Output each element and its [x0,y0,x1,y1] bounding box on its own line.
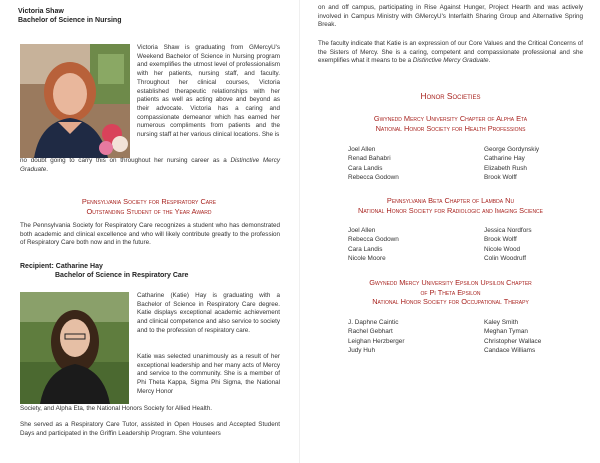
continuation-2: The faculty indicate that Katie is an expression of our Core Values and the Critical Concerns of the Sisters of Mercy. She is a caring, competent and compassionate professional and she exemplifies what it means to be a Distinctive Mercy Graduate. [318,40,583,65]
list-item: Catharine Hay [484,155,525,163]
list-item: Jessica Nordfors [484,227,532,234]
shaw-bio-em: Distinctive Mercy Graduate [20,157,281,173]
list-item: Joel Allen [348,227,376,234]
list-item: Rebecca Godown [348,173,399,181]
list-item: J. Daphne Caintic [348,319,399,326]
hay-bio-1: Catharine (Katie) Hay is graduating with a Bachelor of Science in Respiratory Care degree. Katie displays exceptional academic achievement and clinical competence and also service to society and to the profession of respiratory care. [137,292,280,334]
list-item: Nicole Moore [348,254,386,262]
society-1-list-left [348,145,399,182]
list-item: Elizabeth Rush [484,164,527,172]
list-item: Renad Bahabri [348,155,391,163]
list-item: Cara Landis [348,164,383,172]
continuation-2-text: The faculty indicate that Katie is an expression of our Core Values and the Critical Concerns of the Sisters of Mercy. She is a caring, competent and compassionate professional and she exemplifies what it means to be a [318,40,583,65]
list-item: Cara Landis [348,245,383,253]
shaw-bio-wrap: Victoria Shaw is graduating from GMercyU's Weekend Bachelor of Science in Nursing program and exemplifies the utmost level of professionalism with her patients, nursing staff, and faculty. Throughout her clinical courses, Victoria established therapeutic relationships with her patients as well as acting above and beyond as their advocate. Victoria has a caring and compassionate demeanor which has earned her numerous compliments from patients and the nursing staff at her various clinical locations. She is [137,44,280,139]
shaw-bio-full-text: no doubt going to carry this on throughout her nursing career as a [20,157,227,164]
recipient-label: Recipient: Catharine Hay [20,263,103,270]
award-description: The Pennsylvania Society for Respiratory Care recognizes a student who has demonstrated both academic and clinical excellence and who will likely contribute greatly to the profession of Respiratory Care both now and in the future. [20,222,280,247]
list-item: Rebecca Godown [348,236,399,244]
honor-societies-heading: Honor Societies [420,91,481,101]
society-2-list-right [484,226,532,263]
list-item: Brook Wolff [484,173,517,181]
shaw-photo [20,44,130,158]
list-item: George Gordynskiy [484,146,540,153]
shaw-degree: Bachelor of Science in Nursing [18,17,122,24]
list-item: Nicole Wood [484,245,521,253]
list-item: Kaley Smith [484,319,519,326]
continuation-2-em: Distinctive Mercy Graduate [412,57,489,65]
list-item: Colin Woodruff [484,254,527,262]
society-1-list-right [484,145,539,182]
society-3-title-line2: of Pi Theta Epsilon [420,287,481,297]
award-title-line2: Outstanding Student of the Year Award [86,206,212,216]
page-gutter [299,0,300,463]
shaw-bio-full: no doubt going to carry this on throughout her nursing career as a Distinctive Mercy Graduate. [20,157,281,173]
list-item: Christopher Wallace [484,337,542,345]
society-2-title-line2: National Honor Society for Radiologic and Imaging Science [358,205,543,215]
list-item: Joel Allen [348,146,376,153]
hay-bio-2: Katie was selected unanimously as a result of her exceptional leadership and her many acts of Mercy and service to the community. She is a member of Phi Theta Kappa, Sigma Phi Sigma, the National Mercy Honor [137,353,280,395]
list-item: Candace Williams [484,346,536,354]
list-item: Rachel Gebhart [348,328,393,336]
list-item: Meghan Tyman [484,328,528,336]
society-3-title-line3: National Honor Society for Occupational Therapy [372,297,529,306]
society-3-title-line1: Gwynedd Mercy University Epsilon Upsilon Chapter [369,278,532,287]
society-3-list-right [484,318,541,355]
society-1-title [318,114,583,133]
hay-bio-3: She served as a Respiratory Care Tutor, assisted in Open Houses and Accepted Student Days and participated in the Griffin Leadership Program. She volunteers [20,421,280,437]
continuation-1: on and off campus, participating in Rise Against Hunger, Project Hearth and was actively involved in Campus Ministry with GMercyU's Interfaith Sharing Group and Alternative Spring Break. [318,4,583,29]
award-title-line1: Pennsylvania Society for Respiratory Care [81,197,217,206]
list-item: Judy Huh [348,346,375,354]
award-title [18,197,280,216]
list-item: Brook Wolff [484,236,517,244]
society-3-list-left [348,318,405,355]
society-2-title [318,196,583,215]
society-1-title-line1: Gwynedd Mercy University Chapter of Alpha Eta [373,114,528,123]
society-3-title [318,278,583,307]
recipient-degree: Bachelor of Science in Respiratory Care [55,272,189,279]
society-1-title-line2: National Honor Society for Health Professions [375,123,526,133]
hay-bio-2-full: Society, and Alpha Eta, the National Honors Society for Allied Health. [20,405,213,412]
hay-photo [20,292,129,404]
society-2-title-line1: Pennsylvania Beta Chapter of Lambda Nu [386,196,515,205]
shaw-name: Victoria Shaw [18,8,64,15]
society-2-list-left [348,226,399,263]
list-item: Leighan Herzberger [348,337,405,345]
